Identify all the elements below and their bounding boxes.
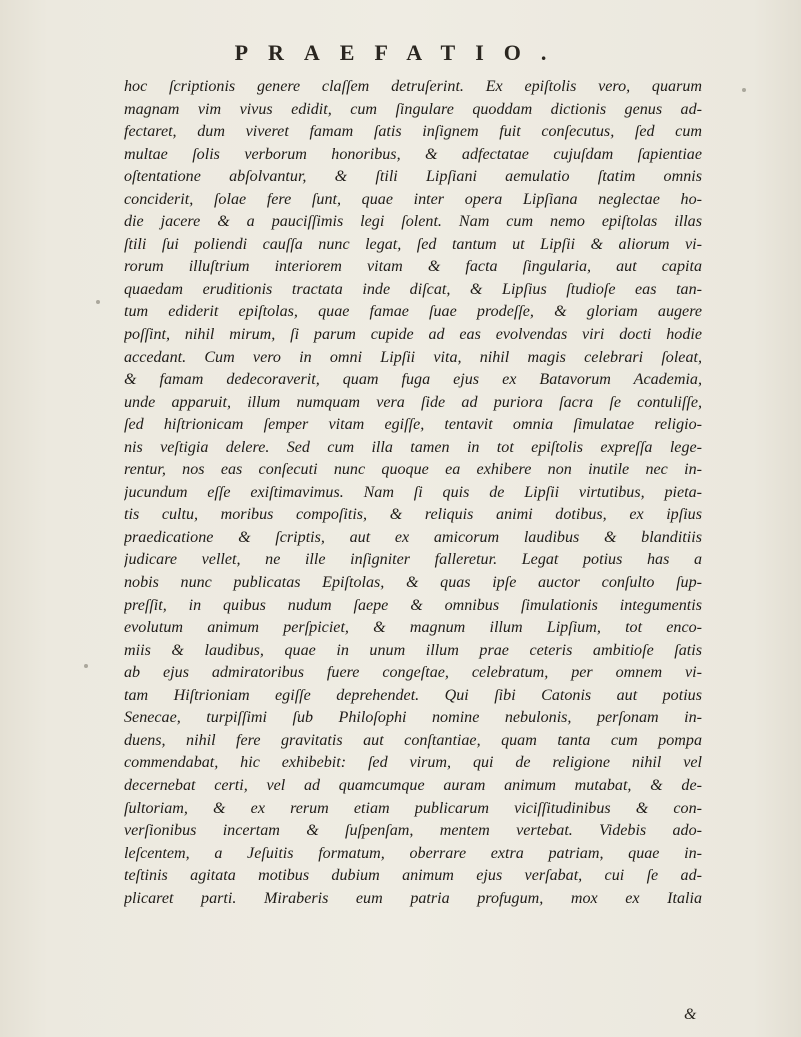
text-line: ſultoriam, & ex rerum etiam publicarum viciſſitudinibus & con- bbox=[124, 799, 702, 817]
text-line: decernebat certi, vel ad quamcumque auram animum mutabat, & de- bbox=[124, 776, 702, 794]
text-line: preſſit, in quibus nudum ſaepe & omnibus ſimulationis integumentis bbox=[124, 596, 702, 614]
text-line: rentur, nos eas conſecuti nunc quoque ea exhibere non inutile nec in- bbox=[124, 461, 702, 479]
text-line: nobis nunc publicatas Epiſtolas, & quas ipſe auctor conſulto ſup- bbox=[124, 574, 702, 592]
text-line: verſionibus incertam & ſuſpenſam, mentem vertebat. Videbis ado- bbox=[124, 822, 702, 840]
text-line: jucundum eſſe exiſtimavimus. Nam ſi quis de Lipſii virtutibus, pieta- bbox=[124, 483, 702, 501]
text-line: ſed hiſtrionicam ſemper vitam egiſſe, tentavit omnia ſimulatae religio- bbox=[124, 416, 702, 434]
paper-spot bbox=[96, 300, 100, 304]
catchword: & bbox=[684, 1006, 697, 1023]
text-line: unde apparuit, illum numquam vera ſide ad puriora ſacra ſe contuliſſe, bbox=[124, 393, 702, 411]
text-line: conciderit, ſolae fere ſunt, quae inter opera Lipſiana neglectae ho- bbox=[124, 190, 702, 208]
text-line: & famam dedecoraverit, quam fuga ejus ex Batavorum Academia, bbox=[124, 371, 702, 389]
text-line: duens, nihil fere gravitatis aut conſtantiae, quam tanta cum pompa bbox=[124, 731, 702, 749]
text-line: tam Hiſtrioniam egiſſe deprehendet. Qui ſibi Catonis aut potius bbox=[124, 686, 702, 704]
paper-spot bbox=[84, 664, 88, 668]
text-line: rorum illuſtrium interiorem vitam & facta ſingularia, aut capita bbox=[124, 258, 702, 276]
body-text bbox=[124, 76, 702, 910]
text-line: quaedam eruditionis tractata inde diſcat, & Lipſius ſtudioſe eas tan- bbox=[124, 280, 702, 298]
text-line: hoc ſcriptionis genere claſſem detruſerint. Ex epiſtolis vero, quarum bbox=[124, 78, 702, 95]
text-line: multae ſolis verborum honoribus, & adfectatae cujuſdam ſapientiae bbox=[124, 145, 702, 163]
text-line: magnam vim vivus edidit, cum ſingulare quoddam dictionis genus ad- bbox=[124, 100, 702, 118]
text-line: die jacere & a pauciſſimis legi ſolent. Nam cum nemo epiſtolas illas bbox=[124, 213, 702, 231]
text-line: tum ediderit epiſtolas, quae famae ſuae prodeſſe, & gloriam augere bbox=[124, 303, 702, 321]
text-line: oſtentatione abſolvantur, & ſtili Lipſiani aemulatio ſtatim omnis bbox=[124, 168, 702, 186]
text-line: ab ejus admiratoribus fuere congeſtae, celebratum, per omnem vi- bbox=[124, 664, 702, 682]
text-line: nis veſtigia delere. Sed cum illa tamen in tot epiſtolis expreſſa lege- bbox=[124, 438, 702, 456]
text-line: fectaret, dum viveret famam ſatis inſignem fuit conſecutus, ſed cum bbox=[124, 123, 702, 141]
text-line: accedant. Cum vero in omni Lipſii vita, nihil magis celebrari ſoleat, bbox=[124, 348, 702, 366]
text-line: Senecae, turpiſſimi ſub Philoſophi nomine nebulonis, perſonam in- bbox=[124, 709, 702, 727]
text-line: ſtili ſui poliendi cauſſa nunc legat, ſed tantum ut Lipſii & aliorum vi- bbox=[124, 235, 702, 253]
text-line: tis cultu, moribus compoſitis, & reliquis animi dotibus, ex ipſius bbox=[124, 506, 702, 524]
text-line: miis & laudibus, quae in unum illum prae ceteris ambitioſe ſatis bbox=[124, 641, 702, 659]
text-line: plicaret parti. Miraberis eum patria profugum, mox ex Italia bbox=[124, 889, 702, 907]
text-line: leſcentem, a Jeſuitis formatum, oberrare extra patriam, quae in- bbox=[124, 844, 702, 862]
text-line: poſſint, nihil mirum, ſi parum cupide ad eas evolvendas viri docti hodie bbox=[124, 326, 702, 344]
text-line: commendabat, hic exhibebit: ſed virum, qui de religione nihil vel bbox=[124, 754, 702, 772]
text-line: evolutum animum perſpiciet, & magnum illum Lipſium, tot enco- bbox=[124, 619, 702, 637]
text-line: praedicatione & ſcriptis, aut ex amicorum laudibus & blanditiis bbox=[124, 528, 702, 546]
text-line: teſtinis agitata motibus dubium animum ejus verſabat, cui ſe ad- bbox=[124, 867, 702, 885]
text-line: judicare vellet, ne ille inſigniter falleretur. Legat potius has a bbox=[124, 551, 702, 569]
paper-spot bbox=[742, 88, 746, 92]
page-header: PRAEFATIO. bbox=[234, 40, 567, 65]
